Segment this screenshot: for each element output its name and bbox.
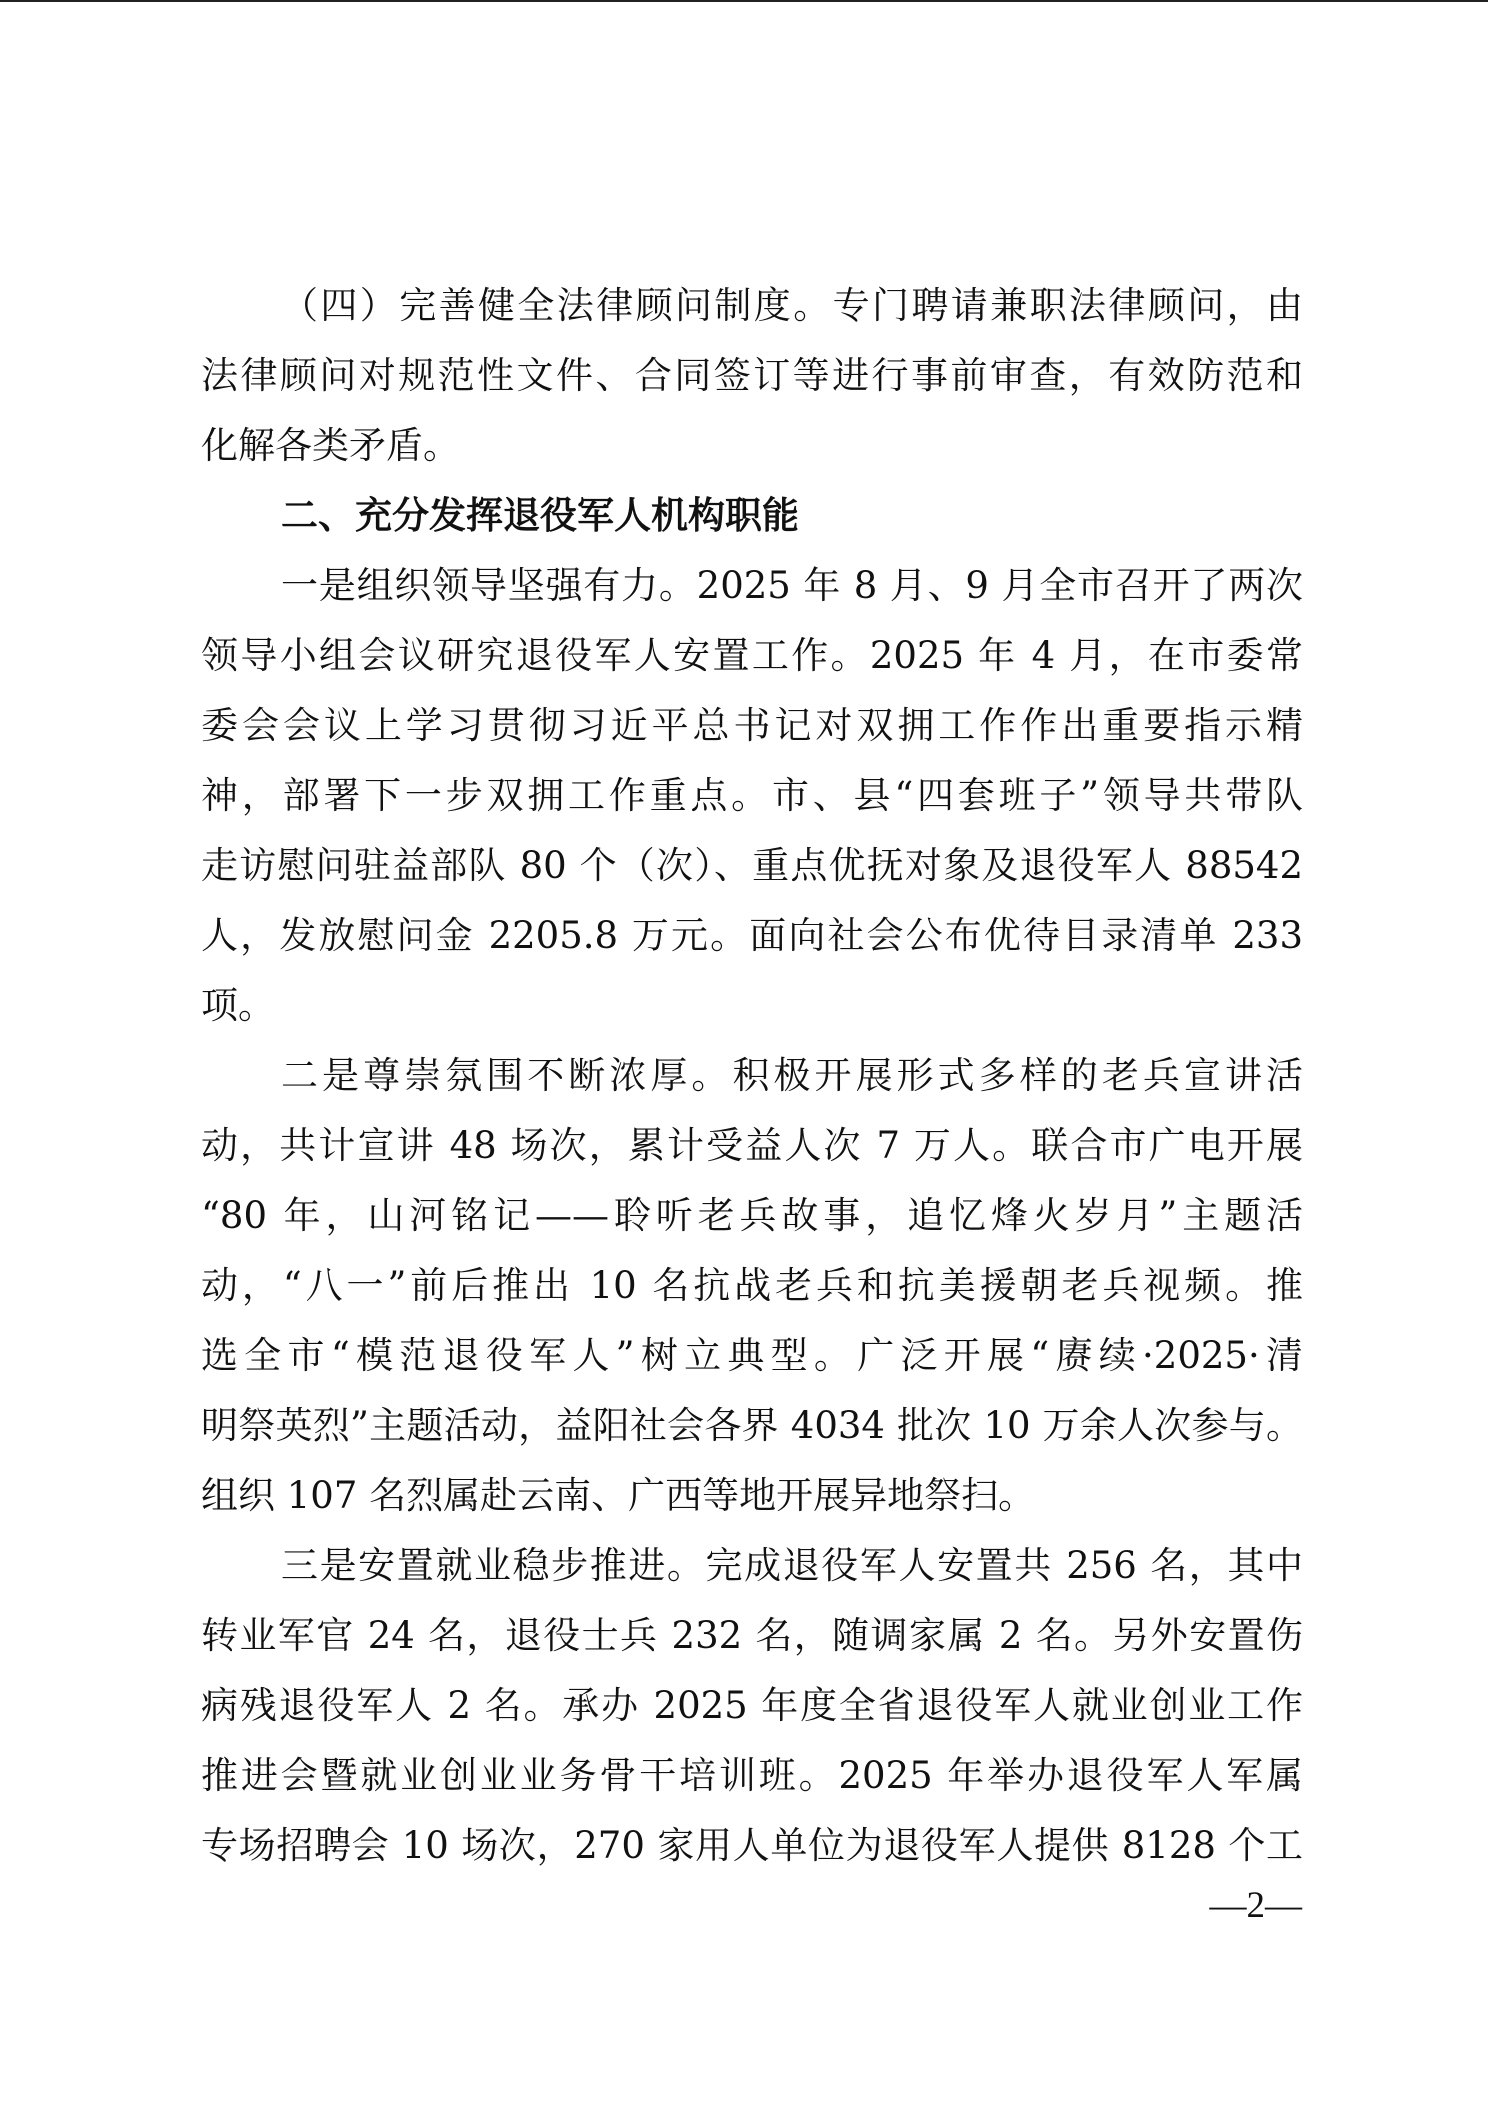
text-line: 组织 107 名烈属赴云南、广西等地开展异地祭扫。 <box>201 1474 1036 1517</box>
text-line: 专场招聘会 10 场次，270 家用人单位为退役军人提供 8128 个工 <box>201 1824 1303 1867</box>
text-line: 化解各类矛盾。 <box>201 424 460 467</box>
text-line: 神，部署下一步双拥工作重点。市、县“四套班子”领导共带队 <box>201 774 1303 817</box>
text-line: 明祭英烈”主题活动，益阳社会各界 4034 批次 10 万余人次参与。 <box>201 1404 1303 1447</box>
text-line: “80 年，山河铭记——聆听老兵故事，追忆烽火岁月”主题活 <box>201 1194 1303 1237</box>
text-line: 项。 <box>201 984 275 1027</box>
text-line: 病残退役军人 2 名。承办 2025 年度全省退役军人就业创业工作 <box>201 1684 1303 1727</box>
text-line: 选全市“模范退役军人”树立典型。广泛开展“赓续·2025·清 <box>201 1334 1303 1377</box>
page-number: —2— <box>1209 1885 1302 1926</box>
paragraph <box>201 1531 1303 1881</box>
paragraph <box>201 551 1303 1041</box>
text-line: 三是安置就业稳步推进。完成退役军人安置共 256 名，其中 <box>281 1544 1303 1587</box>
text-line: 动，“八一”前后推出 10 名抗战老兵和抗美援朝老兵视频。推 <box>201 1264 1303 1307</box>
text-line: 二、充分发挥退役军人机构职能 <box>281 494 799 537</box>
text-line: 推进会暨就业创业业务骨干培训班。2025 年举办退役军人军属 <box>201 1754 1303 1797</box>
section-heading <box>201 481 1303 551</box>
page-top-border <box>0 0 1488 2</box>
text-line: （四）完善健全法律顾问制度。专门聘请兼职法律顾问，由 <box>281 284 1303 327</box>
text-line: 委会会议上学习贯彻习近平总书记对双拥工作作出重要指示精 <box>201 704 1303 747</box>
paragraph <box>201 271 1303 481</box>
text-line: 法律顾问对规范性文件、合同签订等进行事前审查，有效防范和 <box>201 354 1303 397</box>
text-line: 转业军官 24 名，退役士兵 232 名，随调家属 2 名。另外安置伤 <box>201 1614 1303 1657</box>
text-line: 动，共计宣讲 48 场次，累计受益人次 7 万人。联合市广电开展 <box>201 1124 1303 1167</box>
text-line: 一是组织领导坚强有力。2025 年 8 月、9 月全市召开了两次 <box>281 564 1303 607</box>
paragraph <box>201 1041 1303 1531</box>
text-line: 领导小组会议研究退役军人安置工作。2025 年 4 月，在市委常 <box>201 634 1303 677</box>
text-line: 二是尊崇氛围不断浓厚。积极开展形式多样的老兵宣讲活 <box>281 1054 1303 1097</box>
text-line: 人，发放慰问金 2205.8 万元。面向社会公布优待目录清单 233 <box>201 914 1303 957</box>
document-body <box>201 271 1303 1881</box>
text-line: 走访慰问驻益部队 80 个（次）、重点优抚对象及退役军人 88542 <box>201 844 1303 887</box>
